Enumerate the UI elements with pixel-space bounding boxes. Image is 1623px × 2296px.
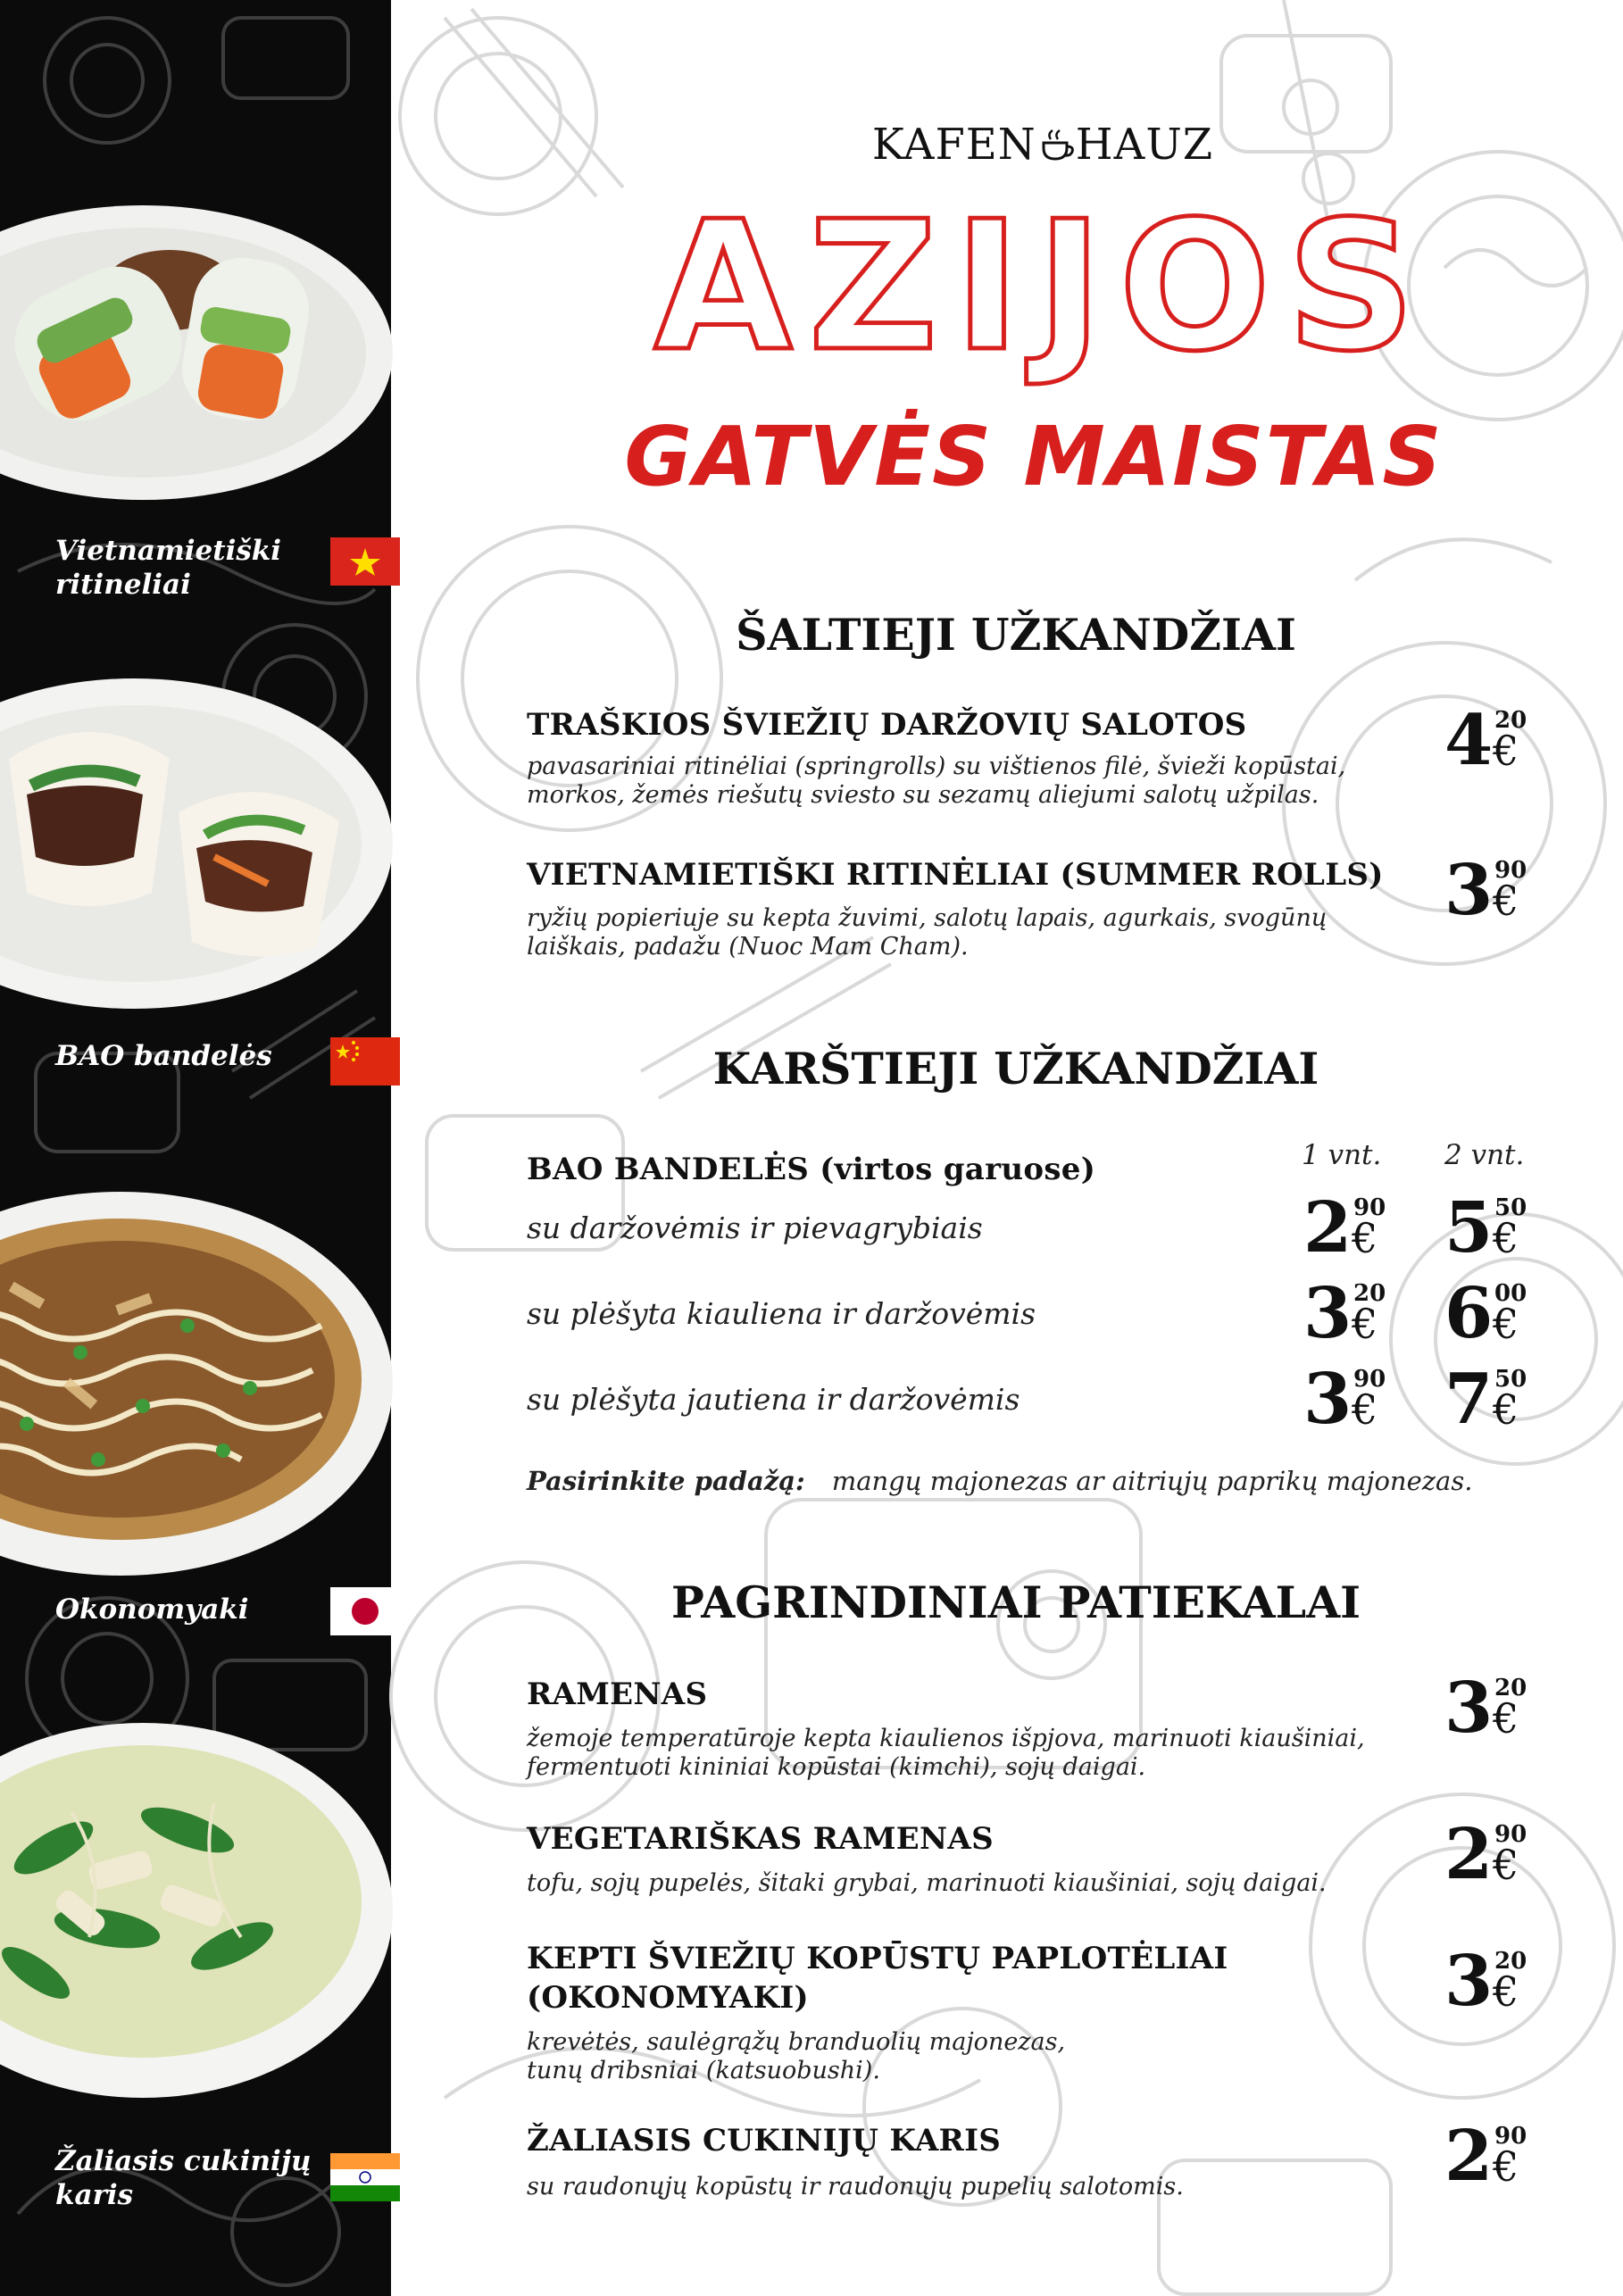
caption-line: Okonomyaki xyxy=(55,1593,249,1626)
price-cents: 90 xyxy=(1353,1194,1386,1221)
item-description xyxy=(527,1725,1384,1782)
currency: € xyxy=(1493,1841,1519,1889)
vietnam-flag xyxy=(330,537,400,586)
currency: € xyxy=(1352,1214,1378,1262)
item-name: RAMENAS xyxy=(527,1676,708,1712)
currency: € xyxy=(1493,1214,1519,1262)
brand-logo xyxy=(846,120,1239,170)
currency: € xyxy=(1493,1967,1519,2016)
price-whole: 3 xyxy=(1444,1668,1494,1749)
price-cents: 50 xyxy=(1494,1194,1527,1221)
food-photo-okonomyaki xyxy=(0,1192,393,1576)
section-title-cold: ŠALTIEJI UŽKANDŽIAI xyxy=(736,609,1296,661)
item-name: VIETNAMIETIŠKI RITINĖLIAI (SUMMER ROLLS) xyxy=(527,857,1384,893)
currency: € xyxy=(1352,1385,1378,1434)
price-whole: 5 xyxy=(1444,1187,1494,1269)
caption-green-curry xyxy=(55,2144,312,2212)
caption-okonomyaki xyxy=(55,1593,249,1626)
price-whole: 3 xyxy=(1303,1273,1352,1354)
desc-line: fermentuoti kininiai kopūstai (kimchi), sojų daigai. xyxy=(527,1753,1146,1781)
food-photo-summer-rolls xyxy=(0,205,393,500)
price-whole: 4 xyxy=(1444,700,1494,781)
india-flag xyxy=(330,2153,400,2201)
caption-line: BAO bandelės xyxy=(55,1040,272,1072)
logo-text-left: KAFEN xyxy=(871,120,1036,170)
price-cents: 20 xyxy=(1494,707,1527,734)
item-name xyxy=(527,1939,1228,2017)
section-title-hot: KARŠTIEJI UŽKANDŽIAI xyxy=(712,1043,1319,1094)
desc-line: ryžių popieriuje su kepta žuvimi, salotų lapais, agurkais, svogūnų xyxy=(527,904,1328,932)
food-photo-green-curry xyxy=(0,1723,393,2098)
sauce-text: mangų majonezas ar aitriųjų paprikų majonezas. xyxy=(831,1466,1473,1496)
caption-line: Vietnamietiški xyxy=(55,535,282,567)
price-cents: 20 xyxy=(1353,1280,1386,1307)
caption-line: karis xyxy=(55,2179,134,2211)
currency: € xyxy=(1493,2142,1519,2191)
coffee-cup-icon xyxy=(1036,123,1076,159)
price-cents: 20 xyxy=(1494,1948,1527,1975)
title-azijos xyxy=(653,183,1432,391)
title-line2: GATVĖS MAISTAS xyxy=(624,409,1444,504)
currency: € xyxy=(1352,1300,1378,1348)
item-description xyxy=(527,2028,1384,2085)
item-name: ŽALIASIS CUKINIJŲ KARIS xyxy=(527,2123,1002,2159)
price-whole: 3 xyxy=(1303,1359,1352,1440)
price-cents: 20 xyxy=(1494,1675,1527,1701)
desc-line: morkos, žemės riešutų sviesto su sezamų aliejumi salotų užpilas. xyxy=(527,781,1319,809)
caption-summer-rolls xyxy=(55,534,281,602)
price-whole: 3 xyxy=(1444,1941,1494,2022)
desc-line: su raudonųjų kopūstų ir raudonųjų pupelių salotomis. xyxy=(527,2173,1184,2200)
item-description xyxy=(527,1869,1384,1898)
sauce-label: Pasirinkite padažą: xyxy=(527,1466,805,1496)
item-description xyxy=(527,904,1384,961)
desc-line: laiškais, padažu (Nuoc Mam Cham). xyxy=(527,933,969,961)
price-whole: 2 xyxy=(1444,2116,1494,2197)
sidebar xyxy=(0,0,391,2296)
desc-line: tunų dribsniai (katsuobushi). xyxy=(527,2057,880,2084)
price-whole: 2 xyxy=(1444,1814,1494,1895)
column-header-1pc: 1 vnt. xyxy=(1302,1139,1382,1171)
currency: € xyxy=(1493,1385,1519,1434)
price-cents: 90 xyxy=(1494,1821,1527,1848)
price-cents: 90 xyxy=(1494,857,1527,884)
item-name-line: KEPTI ŠVIEŽIŲ KOPŪSTŲ PAPLOTĖLIAI xyxy=(527,1941,1228,1976)
price-cents: 00 xyxy=(1494,1280,1527,1307)
price-whole: 6 xyxy=(1444,1273,1494,1354)
item-name: BAO BANDELĖS (virtos garuose) xyxy=(527,1152,1096,1187)
item-name: TRAŠKIOS ŠVIEŽIŲ DARŽOVIŲ SALOTOS xyxy=(527,707,1247,743)
menu-main xyxy=(391,0,1623,2296)
price-whole: 7 xyxy=(1444,1359,1494,1440)
section-title-main: PAGRINDINIAI PATIEKALAI xyxy=(670,1576,1361,1628)
variant-label: su plėšyta jautiena ir daržovėmis xyxy=(527,1382,1020,1417)
price-whole: 3 xyxy=(1444,850,1494,931)
japan-flag xyxy=(330,1587,400,1635)
caption-line: ritineliai xyxy=(55,569,191,601)
item-name-line: (OKONOMYAKI) xyxy=(527,1980,809,2016)
logo-text-right: HAUZ xyxy=(1075,120,1214,170)
column-header-2pc: 2 vnt. xyxy=(1444,1139,1525,1171)
title-line1: AZIJOS xyxy=(653,183,1432,391)
item-name: VEGETARIŠKAS RAMENAS xyxy=(527,1821,994,1857)
desc-line: tofu, sojų pupelės, šitaki grybai, marinuoti kiaušiniai, sojų daigai. xyxy=(527,1869,1327,1897)
china-flag xyxy=(330,1037,400,1086)
sauce-note xyxy=(527,1466,1472,1496)
variant-label: su daržovėmis ir pievagrybiais xyxy=(527,1210,983,1245)
currency: € xyxy=(1493,1694,1519,1743)
currency: € xyxy=(1493,727,1519,775)
price-cents: 90 xyxy=(1353,1366,1386,1393)
currency: € xyxy=(1493,877,1519,925)
price-whole: 2 xyxy=(1303,1187,1352,1269)
caption-bao xyxy=(55,1039,272,1073)
food-photo-bao-buns xyxy=(0,678,393,1009)
price-cents: 90 xyxy=(1494,2123,1527,2150)
desc-line: pavasariniai ritinėliai (springrolls) su vištienos filė, švieži kopūstai, xyxy=(527,753,1346,780)
title-gatves-maistas xyxy=(624,406,1444,504)
item-description xyxy=(527,753,1384,810)
currency: € xyxy=(1493,1300,1519,1348)
variant-label: su plėšyta kiauliena ir daržovėmis xyxy=(527,1296,1036,1331)
item-description xyxy=(527,2173,1384,2201)
desc-line: žemoje temperatūroje kepta kiaulienos išpjova, marinuoti kiaušiniai, xyxy=(527,1725,1365,1752)
price-cents: 50 xyxy=(1494,1366,1527,1393)
caption-line: Žaliasis cukinijų xyxy=(55,2145,312,2177)
desc-line: krevėtės, saulėgrąžų branduolių majonezas, xyxy=(527,2028,1066,2056)
